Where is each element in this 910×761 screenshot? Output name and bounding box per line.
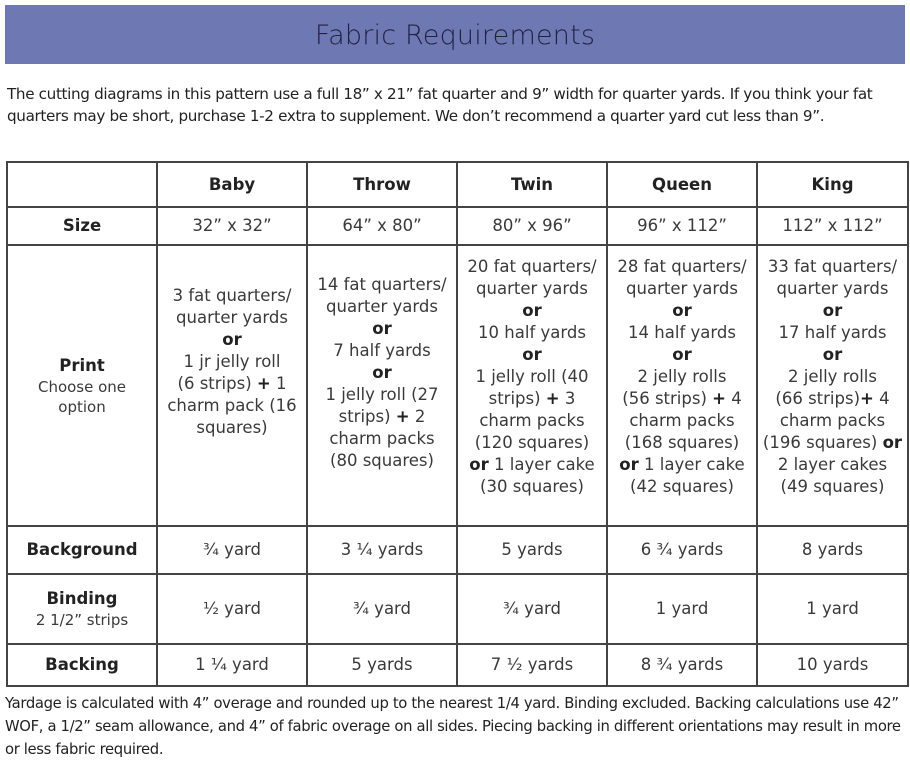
cell-print-throw: 14 fat quarters/ quarter yards or 7 half yards or 1 jelly roll (27 strips) + 2 charm packs (80 squares) — [307, 245, 457, 526]
print-sublabel: option — [58, 397, 106, 416]
cell-size-queen: 96” x 112” — [607, 207, 757, 245]
cell-size-twin: 80” x 96” — [457, 207, 607, 245]
cell-binding-queen: 1 yard — [607, 574, 757, 644]
cell-backing-queen: 8 ³⁄₄ yards — [607, 644, 757, 686]
header-cell-empty — [7, 162, 157, 207]
cell-binding-baby: ¹⁄₂ yard — [157, 574, 307, 644]
print-label: Print — [59, 355, 105, 375]
cell-background-queen: 6 ³⁄₄ yards — [607, 526, 757, 574]
cell-size-king: 112” x 112” — [757, 207, 908, 245]
cell-size-throw: 64” x 80” — [307, 207, 457, 245]
header-cell-queen: Queen — [607, 162, 757, 207]
table-header-row — [7, 162, 908, 207]
cell-backing-baby: 1 ¹⁄₄ yard — [157, 644, 307, 686]
cell-size-baby: 32” x 32” — [157, 207, 307, 245]
table-row-backing — [7, 644, 908, 686]
cell-binding-king: 1 yard — [757, 574, 908, 644]
row-label-print — [7, 245, 157, 526]
header-cell-king: King — [757, 162, 908, 207]
cell-print-twin: 20 fat quarters/ quarter yards or 10 half yards or 1 jelly roll (40 strips) + 3 charm packs (120 squares) or 1 layer cake (30 squares) — [457, 245, 607, 526]
cell-background-baby: ³⁄₄ yard — [157, 526, 307, 574]
cell-backing-twin: 7 ¹⁄₂ yards — [457, 644, 607, 686]
table-row-binding — [7, 574, 908, 644]
row-label-size: Size — [7, 207, 157, 245]
row-label-backing: Backing — [7, 644, 157, 686]
table-row-size — [7, 207, 908, 245]
fabric-requirements-table — [6, 161, 909, 687]
cell-print-queen: 28 fat quarters/ quarter yards or 14 half yards or 2 jelly rolls (56 strips) + 4 charm packs (168 squares) or 1 layer cake (42 squares) — [607, 245, 757, 526]
cell-backing-throw: 5 yards — [307, 644, 457, 686]
table-row-background — [7, 526, 908, 574]
row-label-background: Background — [7, 526, 157, 574]
table-row-print — [7, 245, 908, 526]
cell-backing-king: 10 yards — [757, 644, 908, 686]
page-title: Fabric Requirements — [314, 20, 596, 51]
cell-print-baby: 3 fat quarters/ quarter yards or 1 jr jelly roll (6 strips) + 1 charm pack (16 squares) — [157, 245, 307, 526]
intro-paragraph: The cutting diagrams in this pattern use a full 18” x 21” fat quarter and 9” width for quarter yards. If you think your fat quarters may be short, purchase 1-2 extra to supplement. We don’t recommend a quarter yard cut less than 9”. — [7, 85, 873, 125]
cell-background-throw: 3 ¹⁄₄ yards — [307, 526, 457, 574]
cell-background-king: 8 yards — [757, 526, 908, 574]
header-cell-twin: Twin — [457, 162, 607, 207]
cell-binding-twin: ³⁄₄ yard — [457, 574, 607, 644]
row-label-binding: Binding 2 1/2” strips — [7, 574, 157, 644]
cell-binding-throw: ³⁄₄ yard — [307, 574, 457, 644]
cell-background-twin: 5 yards — [457, 526, 607, 574]
footnote-paragraph: Yardage is calculated with 4” overage and rounded up to the nearest 1/4 yard. Binding excluded. Backing calculations use 42” WOF, a 1/2” seam allowance, and 4” of fabric overage on all sides. Piecing backing in different orientations may result in more or less fabric required. — [5, 695, 901, 758]
cell-print-king: 33 fat quarters/ quarter yards or 17 half yards or 2 jelly rolls (66 strips)+ 4 charm packs (196 squares) or 2 layer cakes (49 squares) — [757, 245, 908, 526]
title-banner — [5, 5, 905, 64]
binding-sublabel: 2 1/2” strips — [35, 611, 129, 629]
print-sublabel: Choose one — [37, 377, 127, 396]
header-cell-throw: Throw — [307, 162, 457, 207]
header-cell-baby: Baby — [157, 162, 307, 207]
